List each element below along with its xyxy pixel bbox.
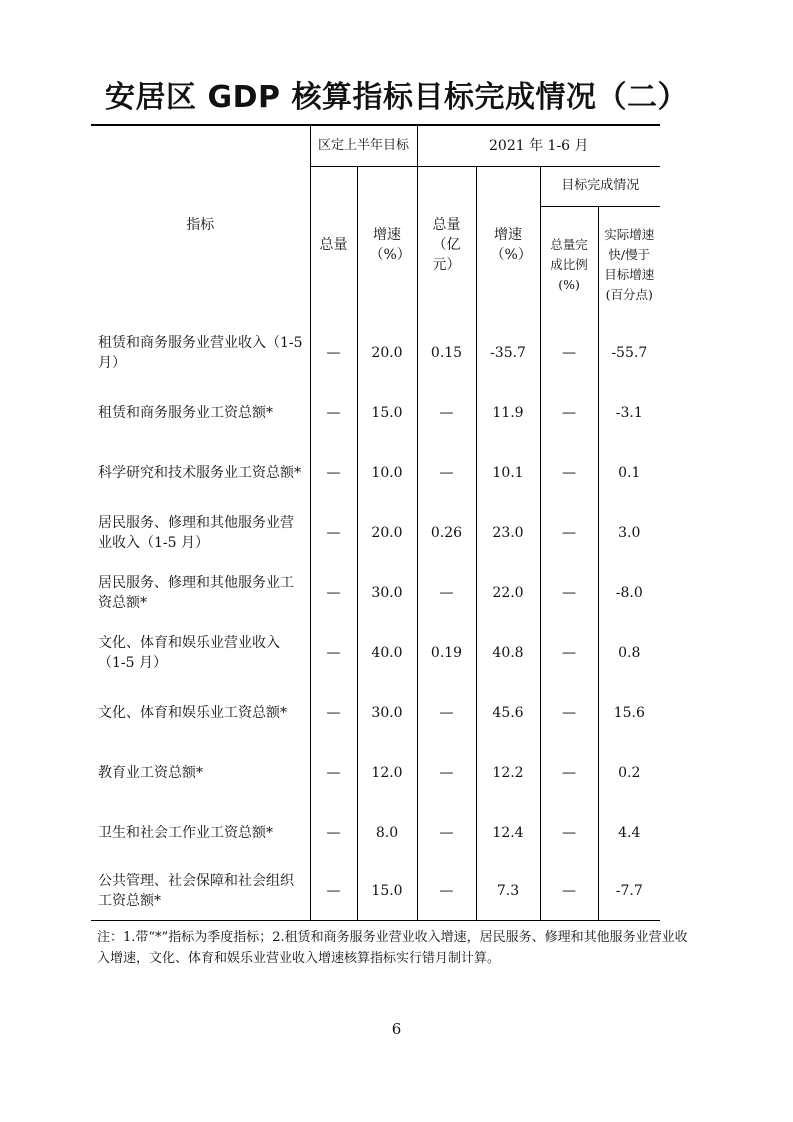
row-target-growth: 12.0 (357, 743, 417, 803)
row-completion-ratio: — (540, 563, 598, 623)
row-actual-growth: 23.0 (476, 503, 540, 563)
table-footnote: 注：1.带“*”指标为季度指标；2.租赁和商务服务业营业收入增速，居民服务、修理和其他服务业营业收入增速，文化、体育和娱乐业营业收入增速核算指标实行错月制计算。 (97, 930, 688, 966)
row-growth-diff: 3.0 (618, 525, 641, 541)
table-row (91, 503, 660, 563)
row-completion-ratio: — (540, 623, 598, 683)
row-actual-total: — (417, 863, 476, 920)
row-actual-growth: 10.1 (476, 443, 540, 503)
row-actual-growth: -35.7 (476, 323, 540, 383)
table-row (91, 863, 660, 920)
row-target-growth: 15.0 (357, 383, 417, 443)
header-actual-growth: 增速（%） (476, 166, 540, 323)
row-actual-growth: 7.3 (476, 863, 540, 920)
row-growth-diff: -8.0 (615, 585, 643, 601)
row-growth-diff: -55.7 (611, 345, 648, 361)
table-row (91, 803, 660, 863)
row-target-total: — (310, 863, 357, 920)
row-target-growth: 30.0 (357, 563, 417, 623)
row-actual-total: 0.15 (417, 323, 476, 383)
row-indicator-name: 居民服务、修理和其他服务业工资总额* (91, 563, 310, 623)
row-target-growth: 20.0 (357, 323, 417, 383)
row-target-total: — (310, 623, 357, 683)
row-growth-diff: 15.6 (613, 705, 645, 721)
row-actual-total: — (417, 563, 476, 623)
row-indicator-name: 卫生和社会工作业工资总额* (91, 803, 310, 863)
row-indicator-name: 租赁和商务服务业工资总额* (91, 383, 310, 443)
row-completion-ratio: — (540, 323, 598, 383)
row-completion-ratio: — (540, 503, 598, 563)
row-growth-diff: 0.2 (618, 765, 641, 781)
row-target-growth: 20.0 (357, 503, 417, 563)
row-actual-total: 0.19 (417, 623, 476, 683)
table-row (91, 683, 660, 743)
row-completion-ratio: — (540, 803, 598, 863)
header-actual-total: 总量（亿元） (417, 166, 476, 323)
row-target-total: — (310, 443, 357, 503)
row-actual-growth: 40.8 (476, 623, 540, 683)
row-actual-growth: 11.9 (476, 383, 540, 443)
header-target-total: 总量 (310, 166, 357, 323)
table-row (91, 563, 660, 623)
row-indicator-name: 租赁和商务服务业营业收入（1-5 月） (91, 323, 310, 383)
table-row (91, 323, 660, 383)
row-completion-ratio: — (540, 743, 598, 803)
row-target-growth: 30.0 (357, 683, 417, 743)
row-actual-total: 0.26 (417, 503, 476, 563)
row-indicator-name: 文化、体育和娱乐业营业收入（1-5 月） (91, 623, 310, 683)
header-period-group: 2021 年 1-6 月 (489, 137, 589, 154)
row-completion-ratio: — (540, 443, 598, 503)
row-target-growth: 8.0 (357, 803, 417, 863)
table-row (91, 743, 660, 803)
row-completion-ratio: — (540, 683, 598, 743)
gdp-indicator-table (91, 124, 660, 921)
row-indicator-name: 教育业工资总额* (91, 743, 310, 803)
row-target-total: — (310, 503, 357, 563)
row-indicator-name: 科学研究和技术服务业工资总额* (91, 443, 310, 503)
row-completion-ratio: — (540, 863, 598, 920)
table-row (91, 623, 660, 683)
row-growth-diff: 0.8 (618, 645, 641, 661)
row-growth-diff: 0.1 (618, 465, 641, 481)
header-completion-group: 目标完成情况 (540, 166, 660, 206)
page-title: 安居区 GDP 核算指标目标完成情况（二） (105, 80, 688, 115)
row-target-growth: 40.0 (357, 623, 417, 683)
row-target-growth: 15.0 (357, 863, 417, 920)
table-row (91, 443, 660, 503)
row-actual-total: — (417, 803, 476, 863)
row-actual-total: — (417, 683, 476, 743)
row-actual-total: — (417, 383, 476, 443)
row-target-total: — (310, 323, 357, 383)
row-actual-total: — (417, 443, 476, 503)
header-target-growth: 增速（%） (357, 166, 417, 323)
row-target-total: — (310, 683, 357, 743)
header-growth-diff: 实际增速快/慢于目标增速(百分点) (598, 206, 660, 323)
row-indicator-name: 公共管理、社会保障和社会组织工资总额* (91, 863, 310, 920)
row-target-total: — (310, 563, 357, 623)
header-indicator: 指标 (91, 125, 310, 323)
row-target-growth: 10.0 (357, 443, 417, 503)
page-number: 6 (391, 1020, 402, 1038)
header-target-group: 区定上半年目标 (310, 125, 417, 166)
header-completion-ratio: 总量完成比例(%) (540, 206, 598, 323)
row-growth-diff: -7.7 (615, 883, 643, 900)
row-actual-growth: 45.6 (476, 683, 540, 743)
row-actual-growth: 12.4 (476, 803, 540, 863)
row-completion-ratio: — (540, 383, 598, 443)
row-target-total: — (310, 383, 357, 443)
row-growth-diff: -3.1 (615, 405, 643, 421)
row-indicator-name: 文化、体育和娱乐业工资总额* (91, 683, 310, 743)
row-actual-growth: 12.2 (476, 743, 540, 803)
row-growth-diff: 4.4 (618, 825, 641, 841)
row-target-total: — (310, 743, 357, 803)
row-actual-total: — (417, 743, 476, 803)
row-target-total: — (310, 803, 357, 863)
table-row (91, 383, 660, 443)
row-actual-growth: 22.0 (476, 563, 540, 623)
row-indicator-name: 居民服务、修理和其他服务业营业收入（1-5 月） (91, 503, 310, 563)
